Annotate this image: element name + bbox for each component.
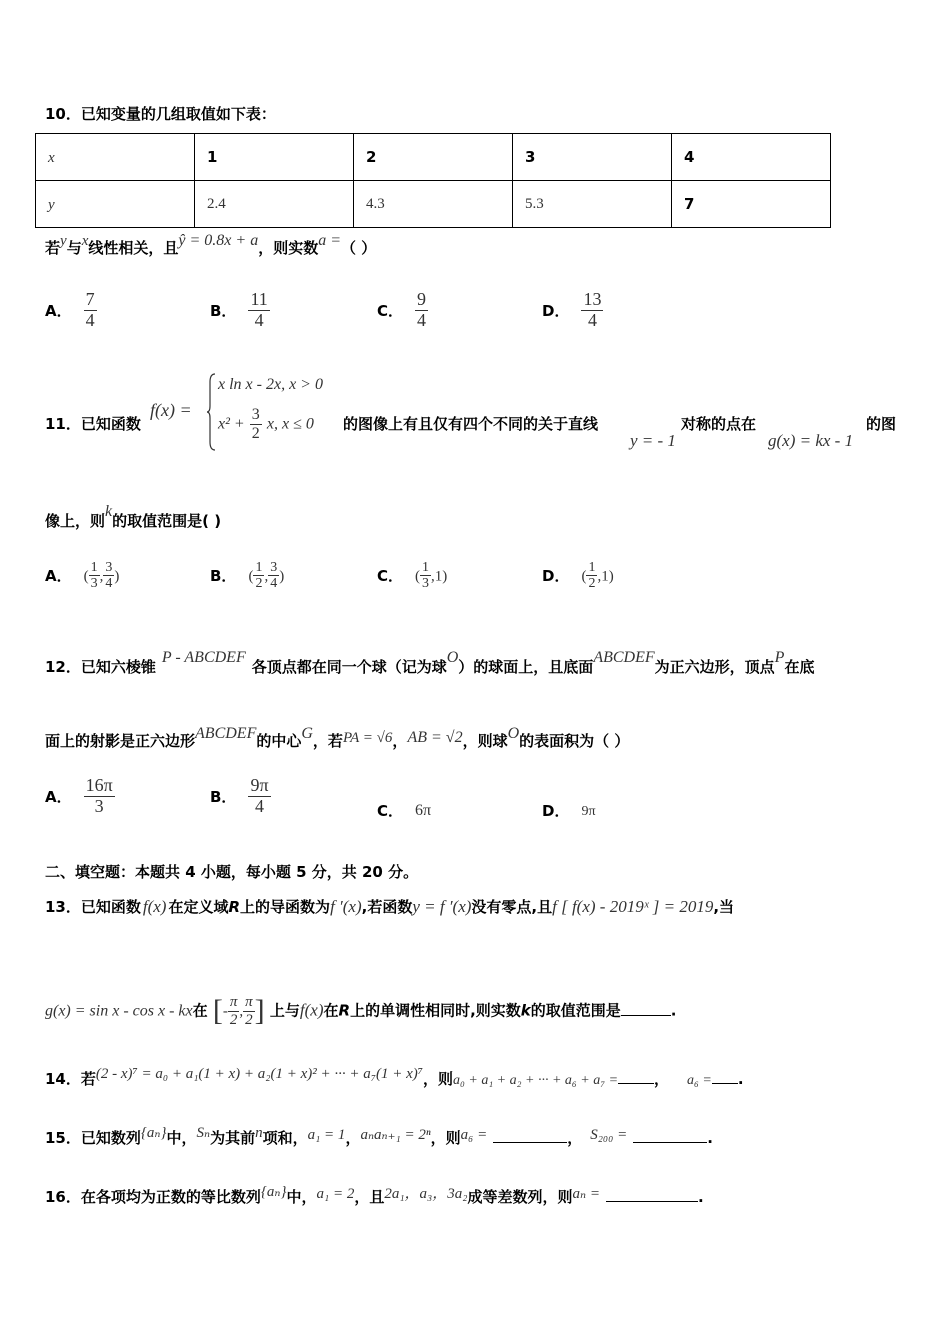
- q14-line: 14．若(2 - x)⁷ = a₀ + a₁(1 + x) + a₂(1 + x)² + ··· + a₇(1 + x)⁷，则a₀ + a₁ + a₂ + ··· + a₆ + a₇ = ， a₆ = .: [45, 1066, 744, 1088]
- q11-option-b[interactable]: B． ( $\frac{1}{2}$ , $\frac{3}{4}$ ): [210, 560, 285, 592]
- q10-condition: 若y与x线性相关，且ŷ = 0.8x + a，则实数a =（ ）: [45, 232, 377, 257]
- q13-answer-blank[interactable]: [621, 1015, 671, 1016]
- q10-option-a[interactable]: A． $\frac{7}{4}$: [45, 289, 95, 330]
- table-cell: 5.3: [513, 181, 672, 228]
- q11-text-3: 的图: [866, 415, 897, 433]
- q11-line-equation: y = - 1: [630, 431, 676, 450]
- q11-option-d[interactable]: D． ( $\frac{1}{2}$ ,1): [542, 560, 614, 592]
- table-cell: 4.3: [354, 181, 513, 228]
- q11-case-1: x ln x - 2x, x > 0: [218, 376, 323, 393]
- q10-stem: 10．已知变量的几组取值如下表：: [45, 105, 276, 123]
- q12-line-2: 面上的射影是正六边形ABCDEF的中心G，若PA = √6，AB = √2，则球O的表面积为（ ）: [45, 725, 630, 750]
- q11-case-2: x² + $\frac{3}{2}$ x, x ≤ 0: [218, 406, 314, 442]
- q12-option-c[interactable]: C． 6π: [377, 802, 432, 820]
- q12-line-1: 12．已知六棱锥P - ABCDEF各顶点都在同一个球（记为球O）的球面上，且底面ABCDEF为正六边形，顶点P在底: [45, 649, 815, 676]
- q12-option-a[interactable]: A． $\frac{16\pi}{3}$: [45, 775, 113, 816]
- table-cell: 2.4: [195, 181, 354, 228]
- table-cell: 2: [354, 134, 513, 181]
- q11-number: 11．已知函数: [45, 415, 141, 433]
- q16-answer-blank[interactable]: [606, 1201, 698, 1202]
- q14-a6-blank[interactable]: [712, 1083, 738, 1084]
- q14-sum-blank[interactable]: [618, 1083, 654, 1084]
- q10-option-c[interactable]: C． $\frac{9}{4}$: [377, 289, 427, 330]
- q12-option-b[interactable]: B． $\frac{9\pi}{4}$: [210, 775, 269, 816]
- table-cell: 3: [513, 134, 672, 181]
- q16-line: 16．在各项均为正数的等比数列{aₙ}中，a₁ = 2，且2a₁，a₃，3a₂成等差数列，则aₙ = .: [45, 1184, 704, 1206]
- q15-a6-blank[interactable]: [493, 1142, 567, 1143]
- table-cell: 4: [672, 134, 831, 181]
- table-cell: 1: [195, 134, 354, 181]
- q11-line-2: 像上，则k的取值范围是( ): [45, 503, 222, 530]
- q11-function-name: f(x) =: [150, 400, 192, 420]
- q13-line-2: g(x) = sin x - cos x - kx在 [- $\frac{\pi}{2}$ , $\frac{\pi}{2}$ ] 上与f(x)在R上的单调性相同时,则实数k的取值范围是 .: [45, 994, 677, 1028]
- piecewise-brace: [207, 372, 211, 452]
- q11-option-c[interactable]: C． ( $\frac{1}{3}$ ,1): [377, 560, 448, 592]
- table-row: [36, 181, 831, 228]
- q10-data-table: [35, 133, 831, 228]
- q11-text-1: 的图像上有且仅有四个不同的关于直线: [343, 415, 599, 433]
- q10-option-b[interactable]: B． $\frac{11}{4}$: [210, 289, 268, 330]
- q11-option-a[interactable]: A． ( $\frac{1}{3}$ , $\frac{3}{4}$ ): [45, 560, 120, 592]
- q11-g-equation: g(x) = kx - 1: [768, 431, 854, 450]
- table-cell: y: [36, 181, 195, 228]
- q15-s200-blank[interactable]: [633, 1142, 707, 1143]
- section-2-heading: 二、填空题：本题共 4 小题，每小题 5 分，共 20 分。: [45, 863, 419, 881]
- table-cell: x: [36, 134, 195, 181]
- table-cell: 7: [672, 181, 831, 228]
- table-row: [36, 134, 831, 181]
- q15-line: 15．已知数列{aₙ}中，Sₙ为其前n项和，a₁ = 1，aₙaₙ₊₁ = 2ⁿ，则a₆ = ， S₂₀₀ = .: [45, 1125, 713, 1147]
- q11-text-2: 对称的点在: [681, 415, 757, 433]
- q12-option-d[interactable]: D． 9π: [542, 802, 596, 820]
- q13-line-1: 13．已知函数 f(x) 在定义域R上的导函数为f ′(x),若函数y = f ′(x)没有零点,且f [ f(x) - 2019ˣ ] = 2019,当: [45, 897, 735, 916]
- q10-option-d[interactable]: D． $\frac{13}{4}$: [542, 289, 602, 330]
